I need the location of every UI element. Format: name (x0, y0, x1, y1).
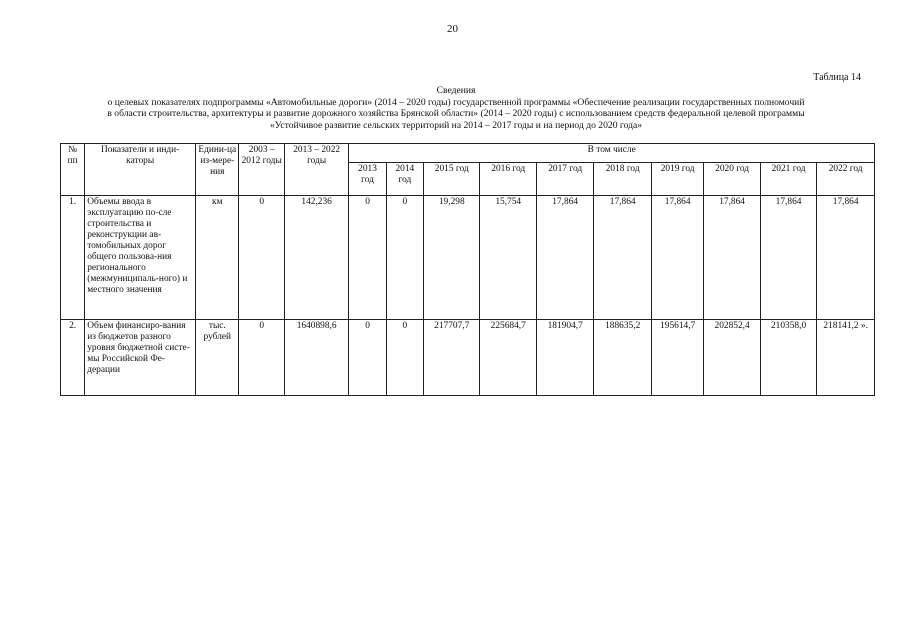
title-line-2: о целевых показателях подпрограммы «Автомобильные дороги» (2014 – 2020 годы) государственной программы «Обеспечение реализации государственных полномочий (107, 96, 805, 108)
row-period-2013-2022: 1640898,6 (284, 320, 349, 396)
header-indicator: Показатели и инди-каторы (85, 144, 196, 196)
table-label: Таблица 14 (813, 72, 861, 83)
table-title (40, 85, 872, 131)
row-year-value: 17,864 (704, 196, 760, 320)
header-year: 2020 год (704, 163, 760, 196)
page-number: 20 (447, 23, 458, 35)
header-year: 2016 год (480, 163, 536, 196)
header-year: 2014 год (386, 163, 423, 196)
row-num: 2. (61, 320, 85, 396)
row-year-value: 0 (386, 320, 423, 396)
row-year-value: 188635,2 (594, 320, 651, 396)
header-year: 2021 год (760, 163, 816, 196)
row-period-2013-2022: 142,236 (284, 196, 349, 320)
indicators-table (60, 143, 875, 396)
row-unit: тыс. рублей (196, 320, 239, 396)
header-year: 2019 год (651, 163, 703, 196)
row-year-value: 0 (386, 196, 423, 320)
row-year-value: 218141,2 ». (817, 320, 875, 396)
header-including: В том числе (349, 144, 875, 163)
row-num: 1. (61, 196, 85, 320)
row-year-value: 17,864 (760, 196, 816, 320)
header-period-2003-2012: 2003 – 2012 годы (239, 144, 284, 196)
row-year-value: 17,864 (536, 196, 593, 320)
row-year-value: 225684,7 (480, 320, 536, 396)
header-year: 2022 год (817, 163, 875, 196)
row-year-value: 0 (349, 196, 386, 320)
header-year: 2015 год (424, 163, 480, 196)
header-year: 2013 год (349, 163, 386, 196)
header-unit: Едини-ца из-мере-ния (196, 144, 239, 196)
header-num: № пп (61, 144, 85, 196)
title-line-3: в области строительства, архитектуры и развитие дорожного хозяйства Брянской области» (2014 – 2020 годы) с использованием средств федеральной целевой программы (107, 108, 805, 119)
row-year-value: 202852,4 (704, 320, 760, 396)
row-year-value: 181904,7 (536, 320, 593, 396)
row-year-value: 217707,7 (424, 320, 480, 396)
header-period-2013-2022: 2013 – 2022 годы (284, 144, 349, 196)
table-row (61, 320, 875, 396)
row-year-value: 17,864 (817, 196, 875, 320)
title-line-1: Сведения (436, 85, 476, 96)
row-period-2003-2012: 0 (239, 196, 284, 320)
table-row (61, 196, 875, 320)
title-line-4: «Устойчивое развитие сельских территорий на 2014 – 2017 годы и на период до 2020 года» (269, 119, 643, 131)
row-unit: км (196, 196, 239, 320)
row-year-value: 210358,0 (760, 320, 816, 396)
row-year-value: 17,864 (594, 196, 651, 320)
row-indicator: Объемы ввода в эксплуатацию по-сле строительства и реконструкции ав-томобильных дорог общего пользова-ния регионального (межмуниципаль-ного) и местного значения (85, 196, 196, 320)
row-indicator: Объем финансиро-вания из бюджетов разного уровня бюджетной систе-мы Российской Фе-дерации (85, 320, 196, 396)
header-year: 2018 год (594, 163, 651, 196)
row-year-value: 17,864 (651, 196, 703, 320)
row-year-value: 15,754 (480, 196, 536, 320)
row-year-value: 19,298 (424, 196, 480, 320)
row-period-2003-2012: 0 (239, 320, 284, 396)
header-year: 2017 год (536, 163, 593, 196)
row-year-value: 0 (349, 320, 386, 396)
row-year-value: 195614,7 (651, 320, 703, 396)
